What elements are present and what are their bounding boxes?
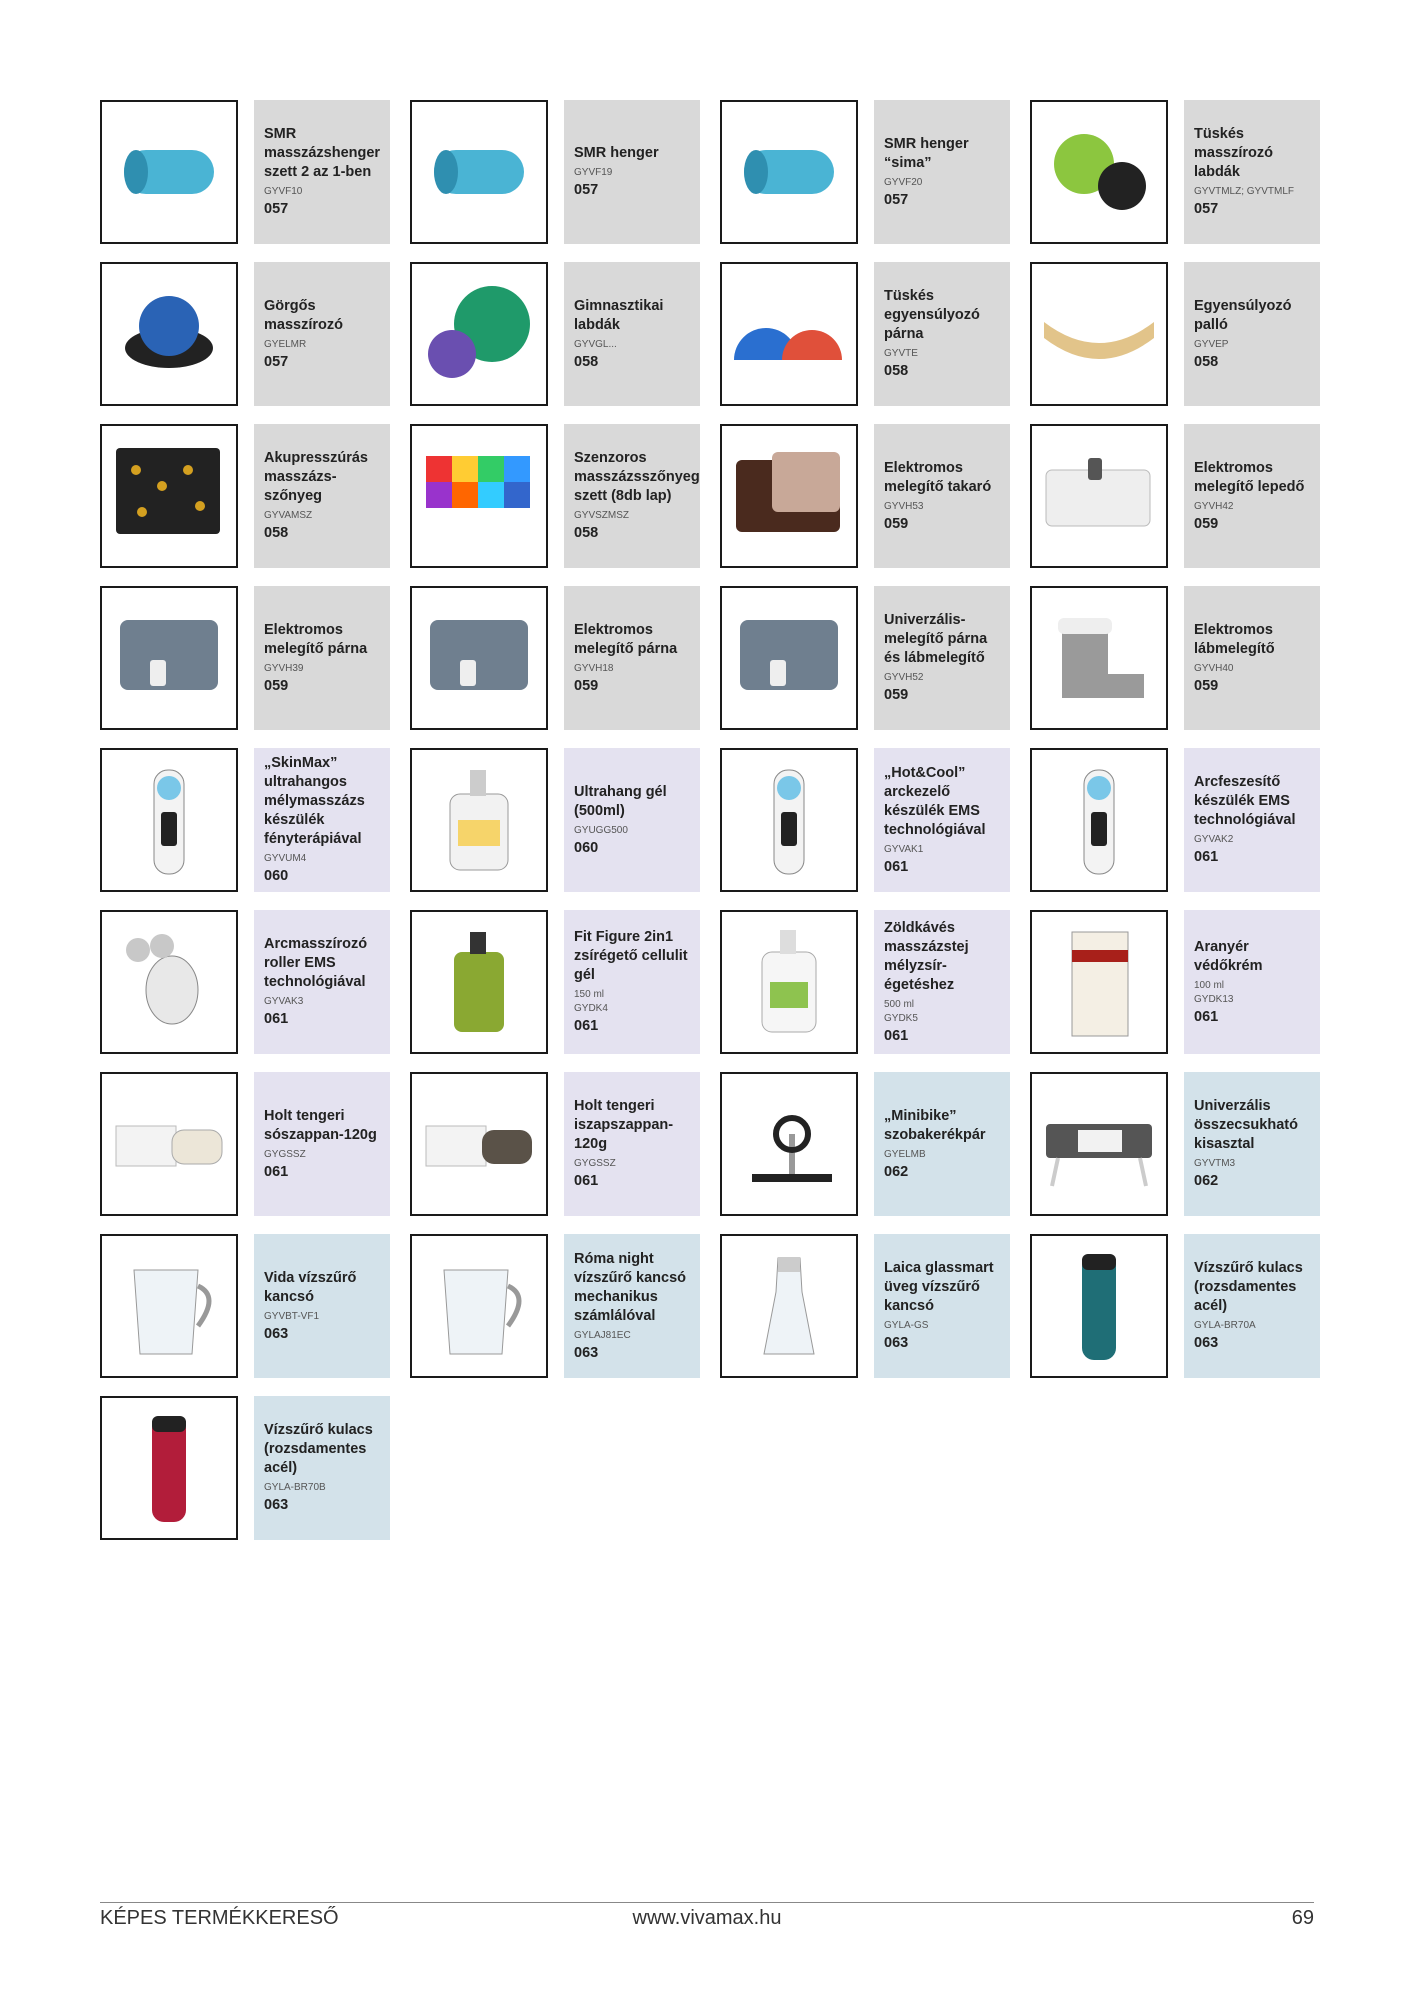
product-page-reference[interactable]: 061 bbox=[574, 1018, 599, 1034]
product-card[interactable] bbox=[100, 1072, 408, 1216]
product-card[interactable] bbox=[1030, 910, 1338, 1054]
product-photo bbox=[100, 262, 238, 406]
product-card[interactable] bbox=[100, 1234, 408, 1378]
product-page-reference[interactable]: 057 bbox=[264, 201, 289, 217]
product-card[interactable] bbox=[410, 910, 718, 1054]
product-page-reference[interactable]: 058 bbox=[264, 525, 289, 541]
product-card[interactable] bbox=[720, 100, 1028, 244]
product-code: GYVGL... bbox=[574, 338, 617, 350]
water-bottle-teal-icon bbox=[1032, 1236, 1166, 1376]
product-photo bbox=[720, 910, 858, 1054]
spiky-ball-icon bbox=[1032, 102, 1166, 242]
product-page-reference[interactable]: 061 bbox=[884, 1027, 909, 1044]
product-name: Vida vízszűrő kancsó bbox=[264, 1269, 357, 1305]
product-photo bbox=[720, 1072, 858, 1216]
product-info-panel bbox=[874, 100, 1010, 244]
product-code: GYVH18 bbox=[574, 662, 614, 674]
product-page-reference[interactable]: 062 bbox=[884, 1163, 909, 1180]
product-page-reference[interactable]: 061 bbox=[574, 1173, 599, 1189]
product-name: Elektromos melegítő párna bbox=[574, 621, 678, 657]
product-code: GYVBT-VF1 bbox=[264, 1310, 320, 1322]
product-name: Tüskés masszírozó labdák bbox=[1194, 126, 1273, 180]
product-card[interactable] bbox=[720, 748, 1028, 892]
product-photo bbox=[1030, 586, 1168, 730]
product-name: Elektromos lábmelegítő bbox=[1194, 621, 1275, 657]
foam-roller-icon bbox=[102, 102, 236, 242]
lap-table-icon bbox=[1032, 1074, 1166, 1214]
product-name: Egyensúlyozó palló bbox=[1194, 297, 1292, 333]
product-name: Görgős masszírozó bbox=[264, 297, 343, 333]
skin-device-icon bbox=[1032, 750, 1166, 890]
product-code: GYELMB bbox=[884, 1148, 926, 1160]
product-card[interactable] bbox=[410, 100, 718, 244]
product-photo bbox=[410, 586, 548, 730]
product-name: Aranyér védőkrém bbox=[1194, 938, 1263, 974]
product-name: Vízszűrő kulacs (rozsdamentes acél) bbox=[264, 1422, 373, 1476]
gel-bottle-green-icon bbox=[412, 912, 546, 1052]
water-jug-icon bbox=[412, 1236, 546, 1376]
product-info-panel bbox=[254, 748, 390, 892]
product-card[interactable] bbox=[410, 262, 718, 406]
heating-pad-icon bbox=[412, 588, 546, 728]
product-info-panel bbox=[874, 586, 1010, 730]
product-code: GYVTM3 bbox=[1194, 1158, 1236, 1169]
product-code: 100 ml bbox=[1194, 979, 1225, 991]
product-photo bbox=[100, 1072, 238, 1216]
product-card[interactable] bbox=[410, 424, 718, 568]
product-page-reference[interactable]: 058 bbox=[574, 525, 599, 541]
product-code: GYVH39 bbox=[264, 662, 304, 674]
product-code: GYVUM4 bbox=[264, 853, 307, 864]
product-card[interactable] bbox=[100, 748, 408, 892]
product-code: GYLA-BR70B bbox=[264, 1482, 326, 1493]
product-page-reference[interactable]: 061 bbox=[1194, 1008, 1219, 1025]
product-code: GYVAMSZ bbox=[264, 510, 313, 521]
footer-divider bbox=[100, 1902, 1314, 1903]
product-card[interactable] bbox=[410, 1234, 718, 1378]
product-photo bbox=[410, 910, 548, 1054]
skin-device-icon bbox=[722, 750, 856, 890]
product-code: GYVF10 bbox=[264, 186, 303, 197]
product-code: GYVTE bbox=[884, 348, 918, 359]
product-info-panel bbox=[564, 748, 700, 892]
product-photo bbox=[100, 586, 238, 730]
product-code: GYDK4 bbox=[574, 1003, 608, 1014]
product-code: GYVH53 bbox=[884, 500, 924, 512]
heated-blanket-icon bbox=[722, 426, 856, 566]
product-photo bbox=[720, 424, 858, 568]
product-info-panel bbox=[874, 748, 1010, 892]
product-page-reference[interactable]: 057 bbox=[1194, 201, 1219, 217]
product-code: GYVF20 bbox=[884, 176, 923, 188]
product-name: „Hot&Cool” arckezelő készülék EMS technológiával bbox=[884, 764, 986, 838]
product-page-reference[interactable]: 059 bbox=[1194, 677, 1219, 694]
product-info-panel bbox=[254, 1072, 390, 1216]
product-info-panel bbox=[1184, 100, 1320, 244]
product-info-panel bbox=[564, 1234, 700, 1378]
product-code: GYVSZMSZ bbox=[574, 510, 630, 521]
product-photo bbox=[720, 586, 858, 730]
product-info-panel bbox=[1184, 910, 1320, 1054]
heating-pad-icon bbox=[722, 588, 856, 728]
product-card[interactable] bbox=[720, 1234, 1028, 1378]
product-info-panel bbox=[1184, 262, 1320, 406]
product-name: Elektromos melegítő lepedő bbox=[1194, 459, 1305, 495]
product-card[interactable] bbox=[100, 1396, 408, 1540]
heating-pad-icon bbox=[102, 588, 236, 728]
footer-section-title: KÉPES TERMÉKKERESŐ bbox=[100, 1907, 339, 1929]
foot-warmer-icon bbox=[1032, 588, 1166, 728]
product-code: GYGSSZ bbox=[264, 1148, 306, 1160]
product-info-panel bbox=[254, 586, 390, 730]
product-name: Holt tengeri iszapszappan- 120g bbox=[574, 1098, 674, 1152]
product-card[interactable] bbox=[1030, 100, 1338, 244]
product-name: Arcmasszírozó roller EMS technológiával bbox=[264, 936, 368, 990]
product-name: Elektromos melegítő takaró bbox=[884, 459, 992, 495]
product-name: Akupresszúrás masszázs- szőnyeg bbox=[264, 450, 368, 504]
product-info-panel bbox=[564, 1072, 700, 1216]
product-name: SMR henger “sima” bbox=[884, 135, 969, 171]
product-card[interactable] bbox=[410, 1072, 718, 1216]
product-photo bbox=[720, 100, 858, 244]
product-name: Zöldkávés masszázstej mélyzsír- égetéshez bbox=[884, 919, 969, 993]
product-photo bbox=[410, 424, 548, 568]
gym-ball-icon bbox=[412, 264, 546, 404]
product-card[interactable] bbox=[100, 424, 408, 568]
minibike-icon bbox=[722, 1074, 856, 1214]
product-info-panel bbox=[564, 424, 700, 568]
product-name: Laica glassmart üveg vízszűrő kancsó bbox=[884, 1260, 994, 1314]
product-name: Arcfeszesítő készülék EMS technológiával bbox=[1194, 774, 1296, 828]
product-name: Univerzális összecsukható kisasztal bbox=[1194, 1098, 1298, 1152]
product-code: GYVEP bbox=[1194, 338, 1229, 350]
product-info-panel bbox=[874, 262, 1010, 406]
product-photo bbox=[100, 424, 238, 568]
product-name: „Minibike” szobakerékpár bbox=[884, 1107, 986, 1143]
balance-board-icon bbox=[1032, 264, 1166, 404]
product-page-reference[interactable]: 063 bbox=[264, 1325, 289, 1342]
product-card[interactable] bbox=[720, 262, 1028, 406]
product-info-panel bbox=[254, 910, 390, 1054]
product-photo bbox=[1030, 748, 1168, 892]
page-footer bbox=[100, 1907, 1314, 1937]
product-name: SMR henger bbox=[574, 145, 659, 161]
product-card[interactable] bbox=[100, 910, 408, 1054]
product-page-reference[interactable]: 060 bbox=[264, 868, 289, 884]
product-name: Elektromos melegítő párna bbox=[264, 621, 368, 657]
product-name: Tüskés egyensúlyozó párna bbox=[884, 288, 980, 342]
product-page-reference[interactable]: 063 bbox=[264, 1497, 289, 1513]
product-info-panel bbox=[1184, 1234, 1320, 1378]
product-page-reference[interactable]: 061 bbox=[264, 1011, 289, 1027]
product-info-panel bbox=[874, 1234, 1010, 1378]
sensory-mat-icon bbox=[412, 426, 546, 566]
product-page-reference[interactable]: 061 bbox=[884, 858, 909, 875]
product-photo bbox=[100, 910, 238, 1054]
product-card[interactable] bbox=[720, 586, 1028, 730]
product-code: GYVAK2 bbox=[1194, 834, 1234, 845]
product-page-reference[interactable]: 058 bbox=[884, 363, 909, 379]
page-number: 69 bbox=[1291, 1907, 1314, 1929]
product-code: 150 ml bbox=[574, 989, 605, 1000]
product-code: GYLAJ81EC bbox=[574, 1329, 631, 1341]
product-photo bbox=[1030, 424, 1168, 568]
glass-carafe-icon bbox=[722, 1236, 856, 1376]
product-code: GYVF19 bbox=[574, 167, 613, 178]
product-page-reference[interactable]: 058 bbox=[574, 353, 599, 370]
acupressure-mat-icon bbox=[102, 426, 236, 566]
face-roller-icon bbox=[102, 912, 236, 1052]
product-code: GYGSSZ bbox=[574, 1158, 616, 1169]
product-card[interactable] bbox=[100, 262, 408, 406]
product-page-reference[interactable]: 057 bbox=[264, 353, 289, 370]
skin-device-icon bbox=[102, 750, 236, 890]
product-info-panel bbox=[874, 424, 1010, 568]
product-photo bbox=[100, 1396, 238, 1540]
product-page-reference[interactable]: 060 bbox=[574, 839, 599, 856]
product-page-reference[interactable]: 059 bbox=[884, 515, 909, 532]
cream-box-icon bbox=[1032, 912, 1166, 1052]
roller-ball-icon bbox=[102, 264, 236, 404]
product-page-reference[interactable]: 061 bbox=[264, 1163, 289, 1180]
lotion-bottle-icon bbox=[722, 912, 856, 1052]
product-info-panel bbox=[1184, 1072, 1320, 1216]
product-page-reference[interactable]: 057 bbox=[574, 182, 599, 198]
product-info-panel bbox=[254, 424, 390, 568]
product-page-reference[interactable]: 063 bbox=[574, 1344, 599, 1361]
product-info-panel bbox=[1184, 748, 1320, 892]
product-code: GYDK5 bbox=[884, 1012, 918, 1024]
product-name: „SkinMax” ultrahangos mélymasszázs készülék fényterápiával bbox=[264, 755, 365, 847]
product-page-reference[interactable]: 057 bbox=[884, 191, 909, 208]
product-photo bbox=[100, 100, 238, 244]
product-name: Vízszűrő kulacs (rozsdamentes acél) bbox=[1194, 1260, 1303, 1314]
product-card[interactable] bbox=[1030, 586, 1338, 730]
product-name: Gimnasztikai labdák bbox=[574, 297, 664, 333]
product-code: GYVTMLZ; GYVTMLF bbox=[1194, 186, 1295, 197]
product-name: Szenzoros masszázsszőnyeg szett (8db lap) bbox=[574, 450, 700, 504]
product-name: Ultrahang gél (500ml) bbox=[574, 783, 667, 819]
product-page-reference[interactable]: 058 bbox=[1194, 353, 1219, 370]
product-photo bbox=[720, 748, 858, 892]
product-card[interactable] bbox=[720, 910, 1028, 1054]
product-photo bbox=[410, 100, 548, 244]
product-card[interactable] bbox=[720, 424, 1028, 568]
product-code: 500 ml bbox=[884, 998, 915, 1010]
product-info-panel bbox=[564, 586, 700, 730]
product-card[interactable] bbox=[410, 586, 718, 730]
product-info-panel bbox=[1184, 424, 1320, 568]
product-code: GYDK13 bbox=[1194, 993, 1234, 1005]
product-card[interactable] bbox=[1030, 1072, 1338, 1216]
product-name: Róma night vízszűrő kancsó mechanikus számlálóval bbox=[574, 1250, 687, 1324]
product-photo bbox=[100, 748, 238, 892]
product-card[interactable] bbox=[1030, 424, 1338, 568]
product-page-reference[interactable]: 062 bbox=[1194, 1173, 1219, 1189]
product-page-reference[interactable]: 063 bbox=[884, 1335, 909, 1351]
product-name: SMR masszázshenger szett 2 az 1-ben bbox=[264, 126, 381, 180]
product-card[interactable] bbox=[1030, 1234, 1338, 1378]
heated-sheet-icon bbox=[1032, 426, 1166, 566]
product-page-reference[interactable]: 061 bbox=[1194, 849, 1219, 865]
foam-roller-icon bbox=[722, 102, 856, 242]
product-info-panel bbox=[564, 262, 700, 406]
product-card[interactable] bbox=[1030, 748, 1338, 892]
product-page-reference[interactable]: 059 bbox=[884, 687, 909, 703]
product-photo bbox=[1030, 1072, 1168, 1216]
product-name: Univerzális- melegítő párna és lábmelegítő bbox=[884, 612, 988, 666]
product-info-panel bbox=[254, 1234, 390, 1378]
product-photo bbox=[1030, 910, 1168, 1054]
product-card[interactable] bbox=[720, 1072, 1028, 1216]
gel-bottle-icon bbox=[412, 750, 546, 890]
product-page-reference[interactable]: 059 bbox=[1194, 515, 1219, 532]
product-code: GYVAK3 bbox=[264, 996, 304, 1007]
product-code: GYELMR bbox=[264, 338, 307, 350]
product-info-panel bbox=[254, 262, 390, 406]
product-code: GYLA-GS bbox=[884, 1320, 929, 1331]
product-card[interactable] bbox=[410, 748, 718, 892]
product-code: GYUGG500 bbox=[574, 824, 628, 836]
product-photo bbox=[1030, 100, 1168, 244]
product-card[interactable] bbox=[100, 100, 408, 244]
product-photo bbox=[1030, 262, 1168, 406]
product-code: GYVAK1 bbox=[884, 843, 924, 855]
product-photo bbox=[410, 748, 548, 892]
footer-website-link[interactable]: www.vivamax.hu bbox=[632, 1907, 782, 1929]
product-code: GYVH40 bbox=[1194, 662, 1234, 674]
product-info-panel bbox=[1184, 586, 1320, 730]
product-code: GYVH42 bbox=[1194, 500, 1234, 512]
soap-bar-icon bbox=[102, 1074, 236, 1214]
water-jug-icon bbox=[102, 1236, 236, 1376]
product-page-reference[interactable]: 059 bbox=[574, 677, 599, 694]
product-photo bbox=[100, 1234, 238, 1378]
product-card[interactable] bbox=[100, 586, 408, 730]
product-info-panel bbox=[564, 910, 700, 1054]
product-name: Fit Figure 2in1 zsírégető cellulit gél bbox=[574, 929, 688, 983]
product-photo bbox=[410, 1234, 548, 1378]
product-photo bbox=[410, 262, 548, 406]
foam-roller-icon bbox=[412, 102, 546, 242]
balance-cushion-icon bbox=[722, 264, 856, 404]
product-card[interactable] bbox=[1030, 262, 1338, 406]
product-name: Holt tengeri sószappan-120g bbox=[264, 1107, 377, 1143]
product-photo bbox=[720, 262, 858, 406]
water-bottle-red-icon bbox=[102, 1398, 236, 1538]
product-photo bbox=[1030, 1234, 1168, 1378]
product-page-reference[interactable]: 059 bbox=[264, 677, 289, 694]
product-photo bbox=[410, 1072, 548, 1216]
product-info-panel bbox=[254, 100, 390, 244]
product-info-panel bbox=[874, 1072, 1010, 1216]
product-info-panel bbox=[564, 100, 700, 244]
product-photo bbox=[720, 1234, 858, 1378]
product-page-reference[interactable]: 063 bbox=[1194, 1335, 1219, 1351]
product-info-panel bbox=[254, 1396, 390, 1540]
product-code: GYLA-BR70A bbox=[1194, 1320, 1256, 1331]
mud-soap-icon bbox=[412, 1074, 546, 1214]
product-code: GYVH52 bbox=[884, 672, 924, 683]
product-info-panel bbox=[874, 910, 1010, 1054]
